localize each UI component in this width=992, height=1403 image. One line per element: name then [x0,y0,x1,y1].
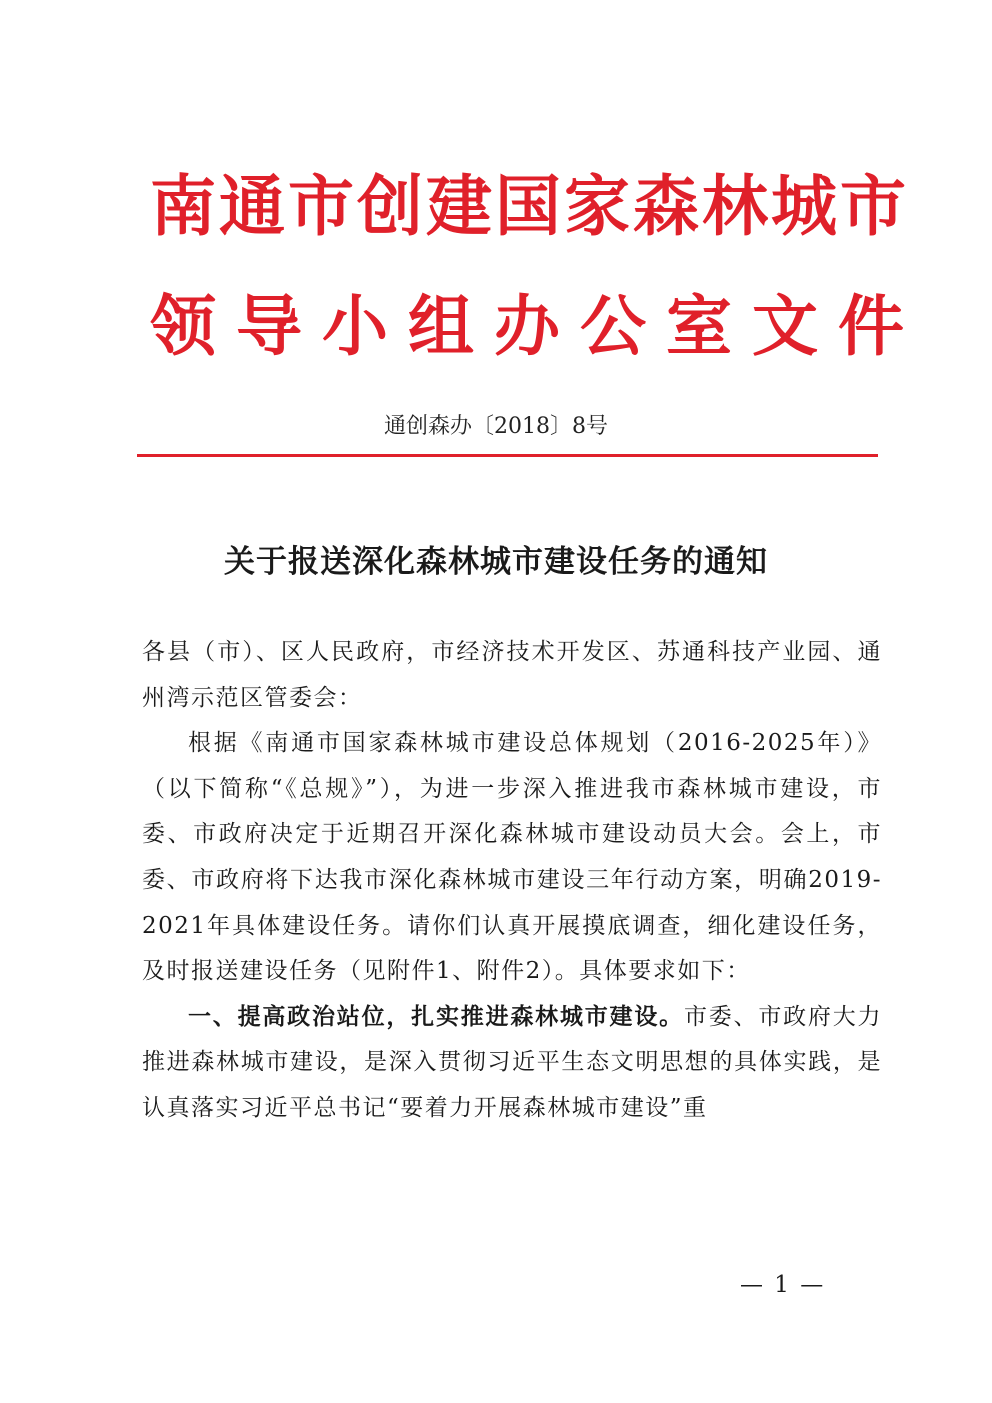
header-title-line-1: 南通市创建国家森林城市 [150,168,909,245]
document-body [142,630,882,1132]
header-title-line-2: 领导小组办公室文件 [150,288,924,365]
page-number: — 1 — [740,1272,826,1298]
paragraph-intro: 根据《南通市国家森林城市建设总体规划（2016-2025年）》（以下简称“《总规》”），为进一步深入推进我市森林城市建设，市委、市政府决定于近期召开深化森林城市建设动员大会。会上，市委、市政府将下达我市深化森林城市建设三年行动方案，明确2019-2021年具体建设任务。请你们认真开展摸底调查，细化建设任务，及时报送建设任务（见附件1、附件2）。具体要求如下： [142,730,882,985]
section-1-heading: 一、提高政治站位，扎实推进森林城市建设。 [188,1003,684,1030]
salutation: 各县（市）、区人民政府，市经济技术开发区、苏通科技产业园、通州湾示范区管委会： [142,639,882,711]
section-1-text: 市委、市政府大力推进森林城市建设，是深入贯彻习近平生态文明思想的具体实践，是认真落实习近平总书记“要着力开展森林城市建设”重 [142,1003,883,1121]
section-1-paragraph [142,995,882,1132]
notice-title: 关于报送深化森林城市建设任务的通知 [224,544,768,580]
document-number: 通创森办〔2018〕8号 [384,414,608,439]
red-divider-line [137,454,878,457]
